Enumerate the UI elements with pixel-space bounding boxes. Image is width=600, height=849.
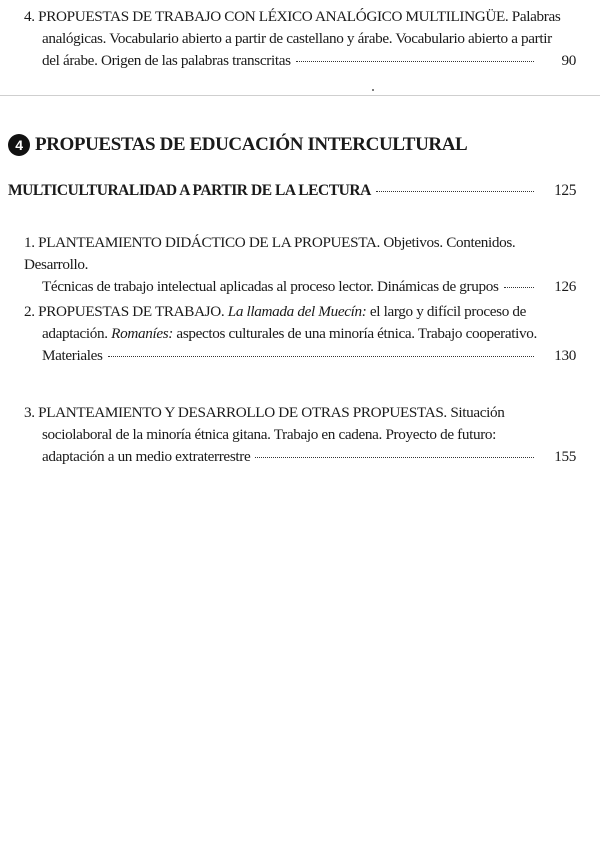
page-number: 125: [554, 182, 576, 199]
toc-entry-line: [24, 323, 576, 345]
chapter-title: PROPUESTAS DE EDUCACIÓN INTERCULTURAL: [35, 134, 468, 155]
toc-entry-line: Materiales: [42, 347, 103, 364]
toc-entry-line: del árabe. Origen de las palabras transcritas: [42, 52, 291, 69]
dotted-leader: [255, 457, 534, 458]
chapter-heading[interactable]: [8, 134, 467, 156]
toc-entry-3[interactable]: [24, 402, 576, 468]
scan-speck: [372, 89, 374, 91]
toc-entry-line: [24, 301, 576, 323]
chapter-number-badge: 4: [8, 134, 30, 156]
toc-entry-last-line: [24, 50, 576, 72]
page-number: 130: [554, 347, 576, 364]
toc-entry-line: 4. PROPUESTAS DE TRABAJO CON LÉXICO ANALÓGICO MULTILINGÜE. Palabras: [24, 8, 561, 25]
toc-entry-line: 1. PLANTEAMIENTO DIDÁCTICO DE LA PROPUESTA. Objetivos. Contenidos. Desarrollo.: [24, 234, 516, 273]
toc-text: aspectos culturales de una minoría étnica. Trabajo cooperativo.: [172, 325, 537, 342]
toc-entry-last-line: [24, 446, 576, 468]
dotted-leader: [108, 356, 534, 357]
page-number: 90: [561, 52, 576, 69]
toc-entry-line: Técnicas de trabajo intelectual aplicadas al proceso lector. Dinámicas de grupos: [42, 278, 499, 295]
toc-entry-line: 3. PLANTEAMIENTO Y DESARROLLO DE OTRAS PROPUESTAS. Situación: [24, 404, 505, 421]
toc-entry-section-4[interactable]: [24, 6, 576, 72]
dotted-leader: [376, 191, 534, 192]
toc-entry-line: adaptación a un medio extraterrestre: [42, 448, 251, 465]
book-title-italic: La llamada del Muecín:: [227, 303, 367, 320]
book-title-italic: Romaníes:: [111, 325, 173, 342]
page-number: 155: [554, 448, 576, 465]
toc-entry-last-line: [24, 345, 576, 367]
page-number: 126: [554, 278, 576, 295]
toc-text: el largo y difícil proceso de: [366, 303, 527, 320]
toc-text: adaptación.: [42, 325, 112, 342]
toc-entry-2[interactable]: [24, 301, 576, 367]
toc-subheading[interactable]: [8, 180, 576, 202]
divider: [0, 95, 600, 96]
toc-entry-line: analógicas. Vocabulario abierto a partir de castellano y árabe. Vocabulario abierto a partir: [42, 30, 552, 47]
toc-text: 2. PROPUESTAS DE TRABAJO.: [24, 303, 228, 320]
dotted-leader: [296, 61, 534, 62]
subheading-text: MULTICULTURALIDAD A PARTIR DE LA LECTURA: [8, 182, 371, 199]
toc-entry-last-line: [24, 276, 576, 298]
toc-entry-line: sociolaboral de la minoría étnica gitana. Trabajo en cadena. Proyecto de futuro:: [42, 426, 497, 443]
toc-entry-1[interactable]: [24, 232, 576, 298]
dotted-leader: [504, 287, 534, 288]
